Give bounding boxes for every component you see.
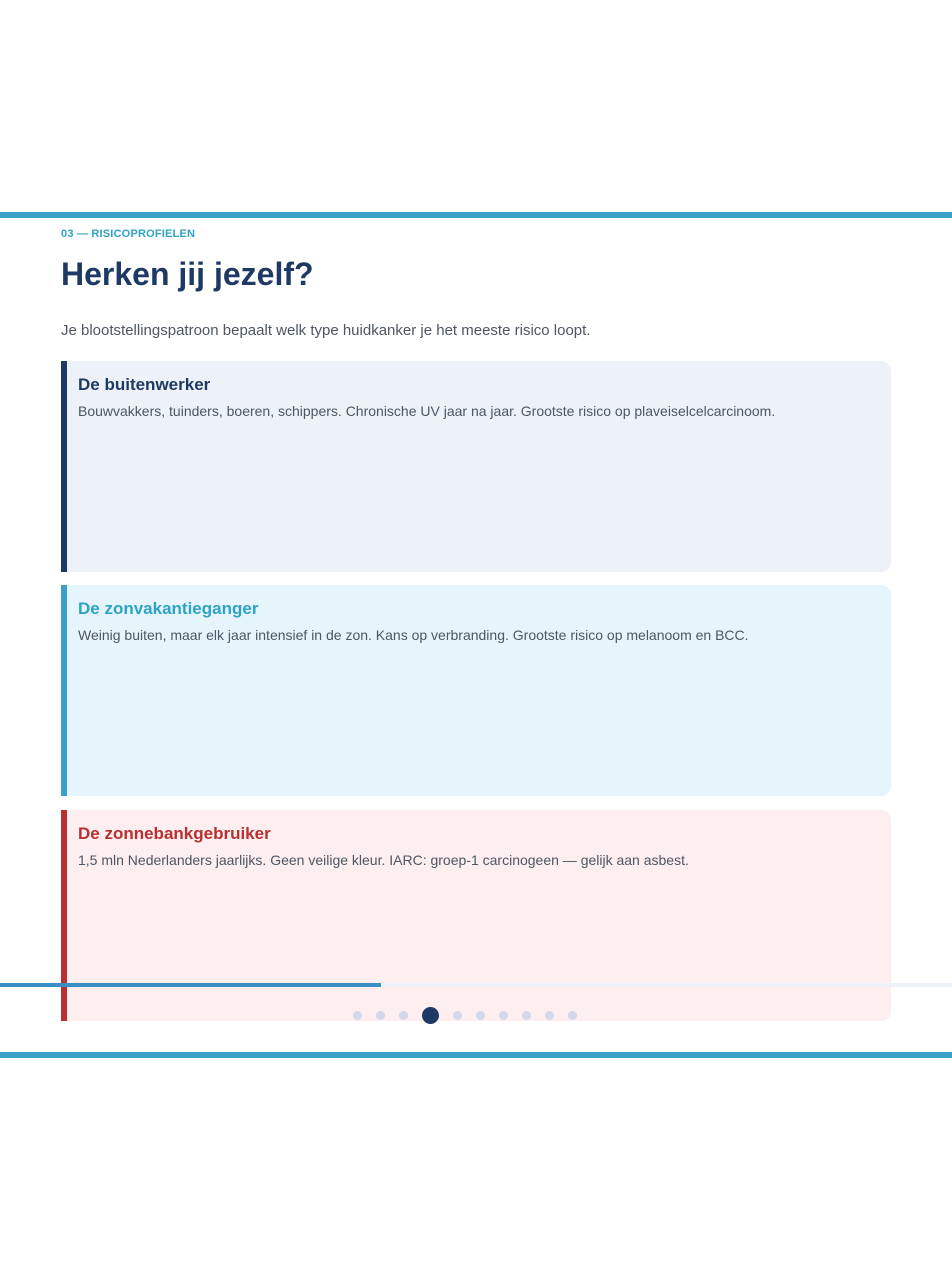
pagination-dot-6[interactable] (476, 1011, 485, 1020)
pagination-dot-10[interactable] (568, 1011, 577, 1020)
intro-text: Je blootstellingspatroon bepaalt welk type huidkanker je het meeste risico loopt. (61, 322, 591, 339)
bottom-divider (0, 1052, 952, 1058)
profile-card-sunbed-user (61, 810, 891, 1021)
pagination-dot-7[interactable] (499, 1011, 508, 1020)
profile-card-outdoor-worker (61, 361, 891, 572)
pagination-dot-9[interactable] (545, 1011, 554, 1020)
profile-card-sun-holidaymaker (61, 585, 891, 796)
profile-card-text: Weinig buiten, maar elk jaar intensief in de zon. Kans op verbranding. Grootste risico op melanoom en BCC. (78, 627, 749, 643)
pagination-dot-3[interactable] (399, 1011, 408, 1020)
profile-card-text: 1,5 mln Nederlanders jaarlijks. Geen veilige kleur. IARC: groep-1 carcinogeen — gelijk aan asbest. (78, 852, 689, 868)
pagination-dot-4[interactable] (422, 1007, 439, 1024)
slide-pagination-dots (0, 1005, 930, 1025)
pagination-dot-1[interactable] (353, 1011, 362, 1020)
profile-card-title: De buitenwerker (78, 375, 211, 394)
profile-card-title: De zonvakantieganger (78, 599, 259, 618)
pagination-dot-8[interactable] (522, 1011, 531, 1020)
profile-card-title: De zonnebankgebruiker (78, 824, 271, 843)
pagination-dot-5[interactable] (453, 1011, 462, 1020)
pagination-dot-2[interactable] (376, 1011, 385, 1020)
profile-card-text: Bouwvakkers, tuinders, boeren, schippers. Chronische UV jaar na jaar. Grootste risico op plaveiselcelcarcinoom. (78, 403, 776, 419)
slide-progress-bar (0, 983, 952, 987)
top-divider (0, 212, 952, 218)
page-title: Herken jij jezelf? (61, 256, 314, 292)
section-eyebrow: 03 — RISICOPROFIELEN (61, 228, 196, 240)
slide-progress-fill (0, 983, 381, 987)
